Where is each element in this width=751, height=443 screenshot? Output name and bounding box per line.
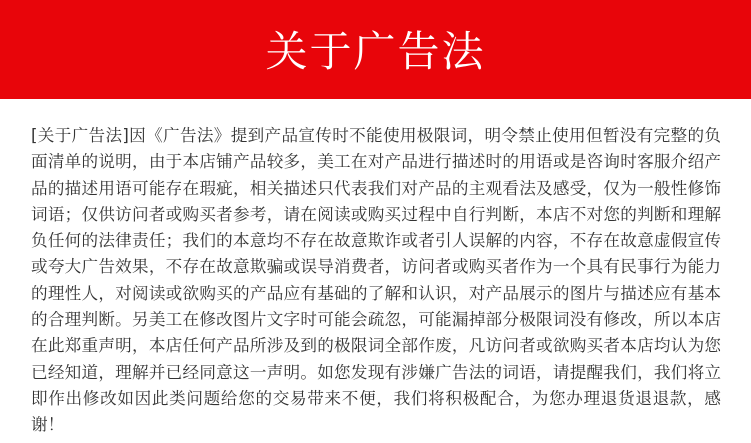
banner-title: 关于广告法 <box>265 26 486 76</box>
notice-paragraph: [关于广告法]因《广告法》提到产品宣传时不能使用极限词，明令禁止使用但暂没有完整的负面清单的说明，由于本店铺产品较多，美工在对产品进行描述时的用语或是咨询时客服介绍产品的描述用语可能存在瑕疵，相关描述只代表我们对产品的主观看法及感受，仅为一般性修饰词语；仅供访问者或购买者参考，请在阅读或购买过程中自行判断，本店不对您的判断和理解负任何的法律责任；我们的本意均不存在故意欺诈或者引人误解的内容，不存在故意虚假宣传或夸大广告效果，不存在故意欺骗或误导消费者，访问者或购买者作为一个具有民事行为能力的理性人，对阅读或欲购买的产品应有基础的了解和认识，对产品展示的图片与描述应有基本的合理判断。另美工在修改图片文字时可能会疏忽，可能漏掉部分极限词没有修改，所以本店在此郑重声明，本店任何产品所涉及到的极限词全部作废，凡访问者或欲购买者本店均认为您已经知道，理解并已经同意这一声明。如您发现有涉嫌广告法的词语，请提醒我们，我们将立即作出修改如因此类问题给您的交易带来不便，我们将积极配合，为您办理退货退退款，感谢！ <box>31 126 721 435</box>
title-banner <box>0 0 751 99</box>
